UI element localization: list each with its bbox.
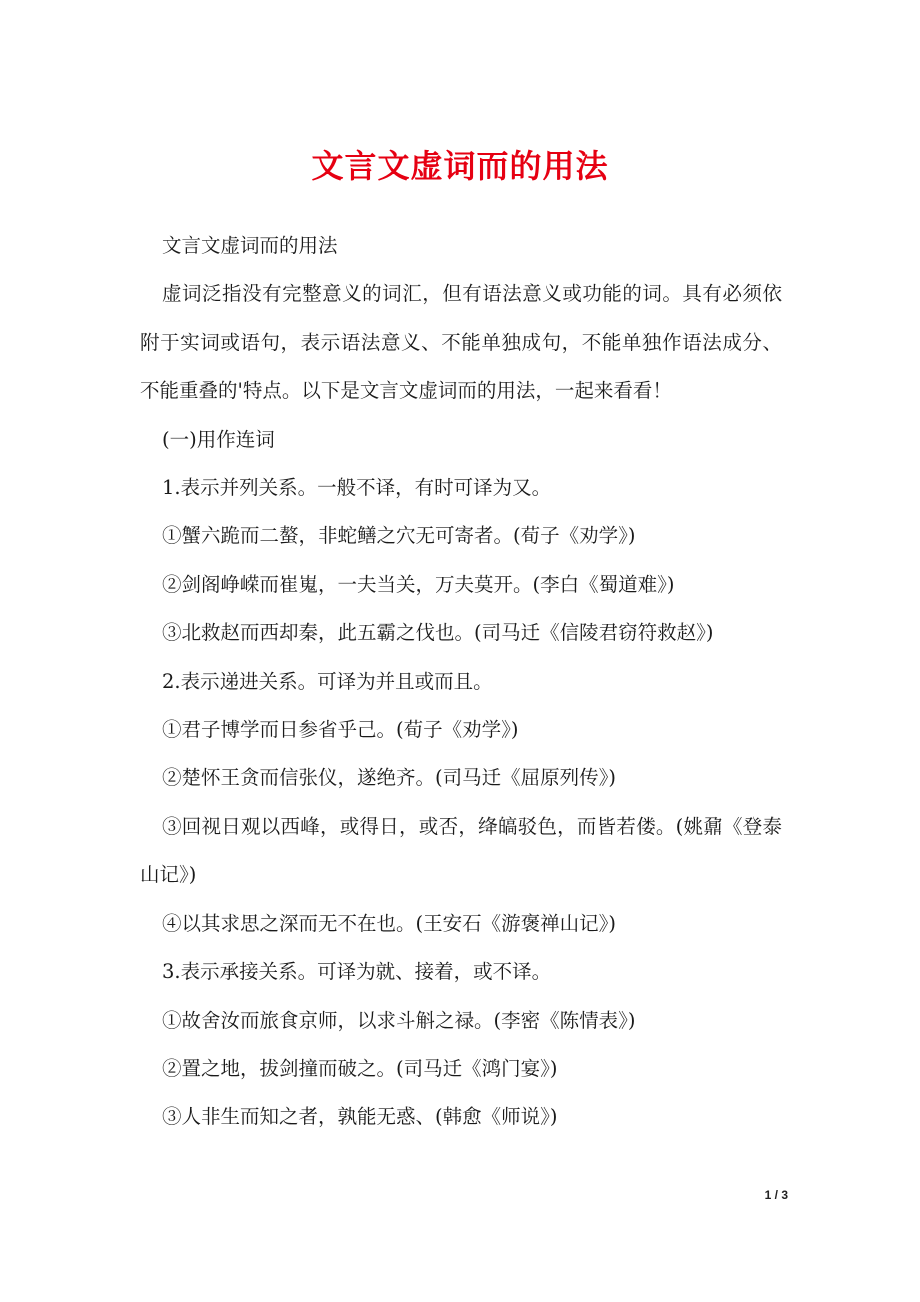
list-item: ①蟹六跪而二螯，非蛇鳝之穴无可寄者。(荀子《劝学》) (162, 524, 636, 548)
list-item: ②置之地，拔剑撞而破之。(司马迁《鸿门宴》) (162, 1056, 558, 1080)
list-item: 3.表示承接关系。可译为就、接着，或不译。 (162, 960, 552, 984)
page-number: 1 / 3 (764, 1188, 788, 1202)
list-item: 1.表示并列关系。一般不译，有时可译为又。 (162, 476, 552, 500)
paragraph-heading: 文言文虚词而的用法 (162, 234, 338, 257)
list-item: ①君子博学而日参省乎己。(荀子《劝学》) (162, 718, 519, 742)
document-body (140, 222, 782, 1142)
list-item: ②楚怀王贪而信张仪，遂绝齐。(司马迁《屈原列传》) (162, 766, 616, 790)
list-item: ③人非生而知之者，孰能无惑、(韩愈《师说》) (162, 1105, 558, 1129)
list-item: ④以其求思之深而无不在也。(王安石《游褒禅山记》) (162, 911, 616, 935)
list-item: ②剑阁峥嵘而崔嵬，一夫当关，万夫莫开。(李白《蜀道难》) (162, 572, 675, 596)
section-heading: (一)用作连词 (162, 427, 275, 451)
list-item: ①故舍汝而旅食京师，以求斗斛之禄。(李密《陈情表》) (162, 1008, 636, 1032)
page-title: 文言文虚词而的用法 (311, 147, 609, 185)
list-item: 2.表示递进关系。可译为并且或而且。 (162, 669, 493, 693)
list-item: ③回视日观以西峰，或得日，或否，绛皜驳色，而皆若偻。(姚鼐《登泰山记》) (140, 814, 782, 887)
list-item: ③北救赵而西却秦，此五霸之伐也。(司马迁《信陵君窃符救赵》) (162, 621, 714, 645)
paragraph-intro: 虚词泛指没有完整意义的词汇，但有语法意义或功能的词。具有必须依附于实词或语句，表示语法意义、不能单独成句，不能单独作语法成分、不能重叠的'特点。以下是文言文虚词而的用法，一起来看看！ (140, 282, 782, 403)
